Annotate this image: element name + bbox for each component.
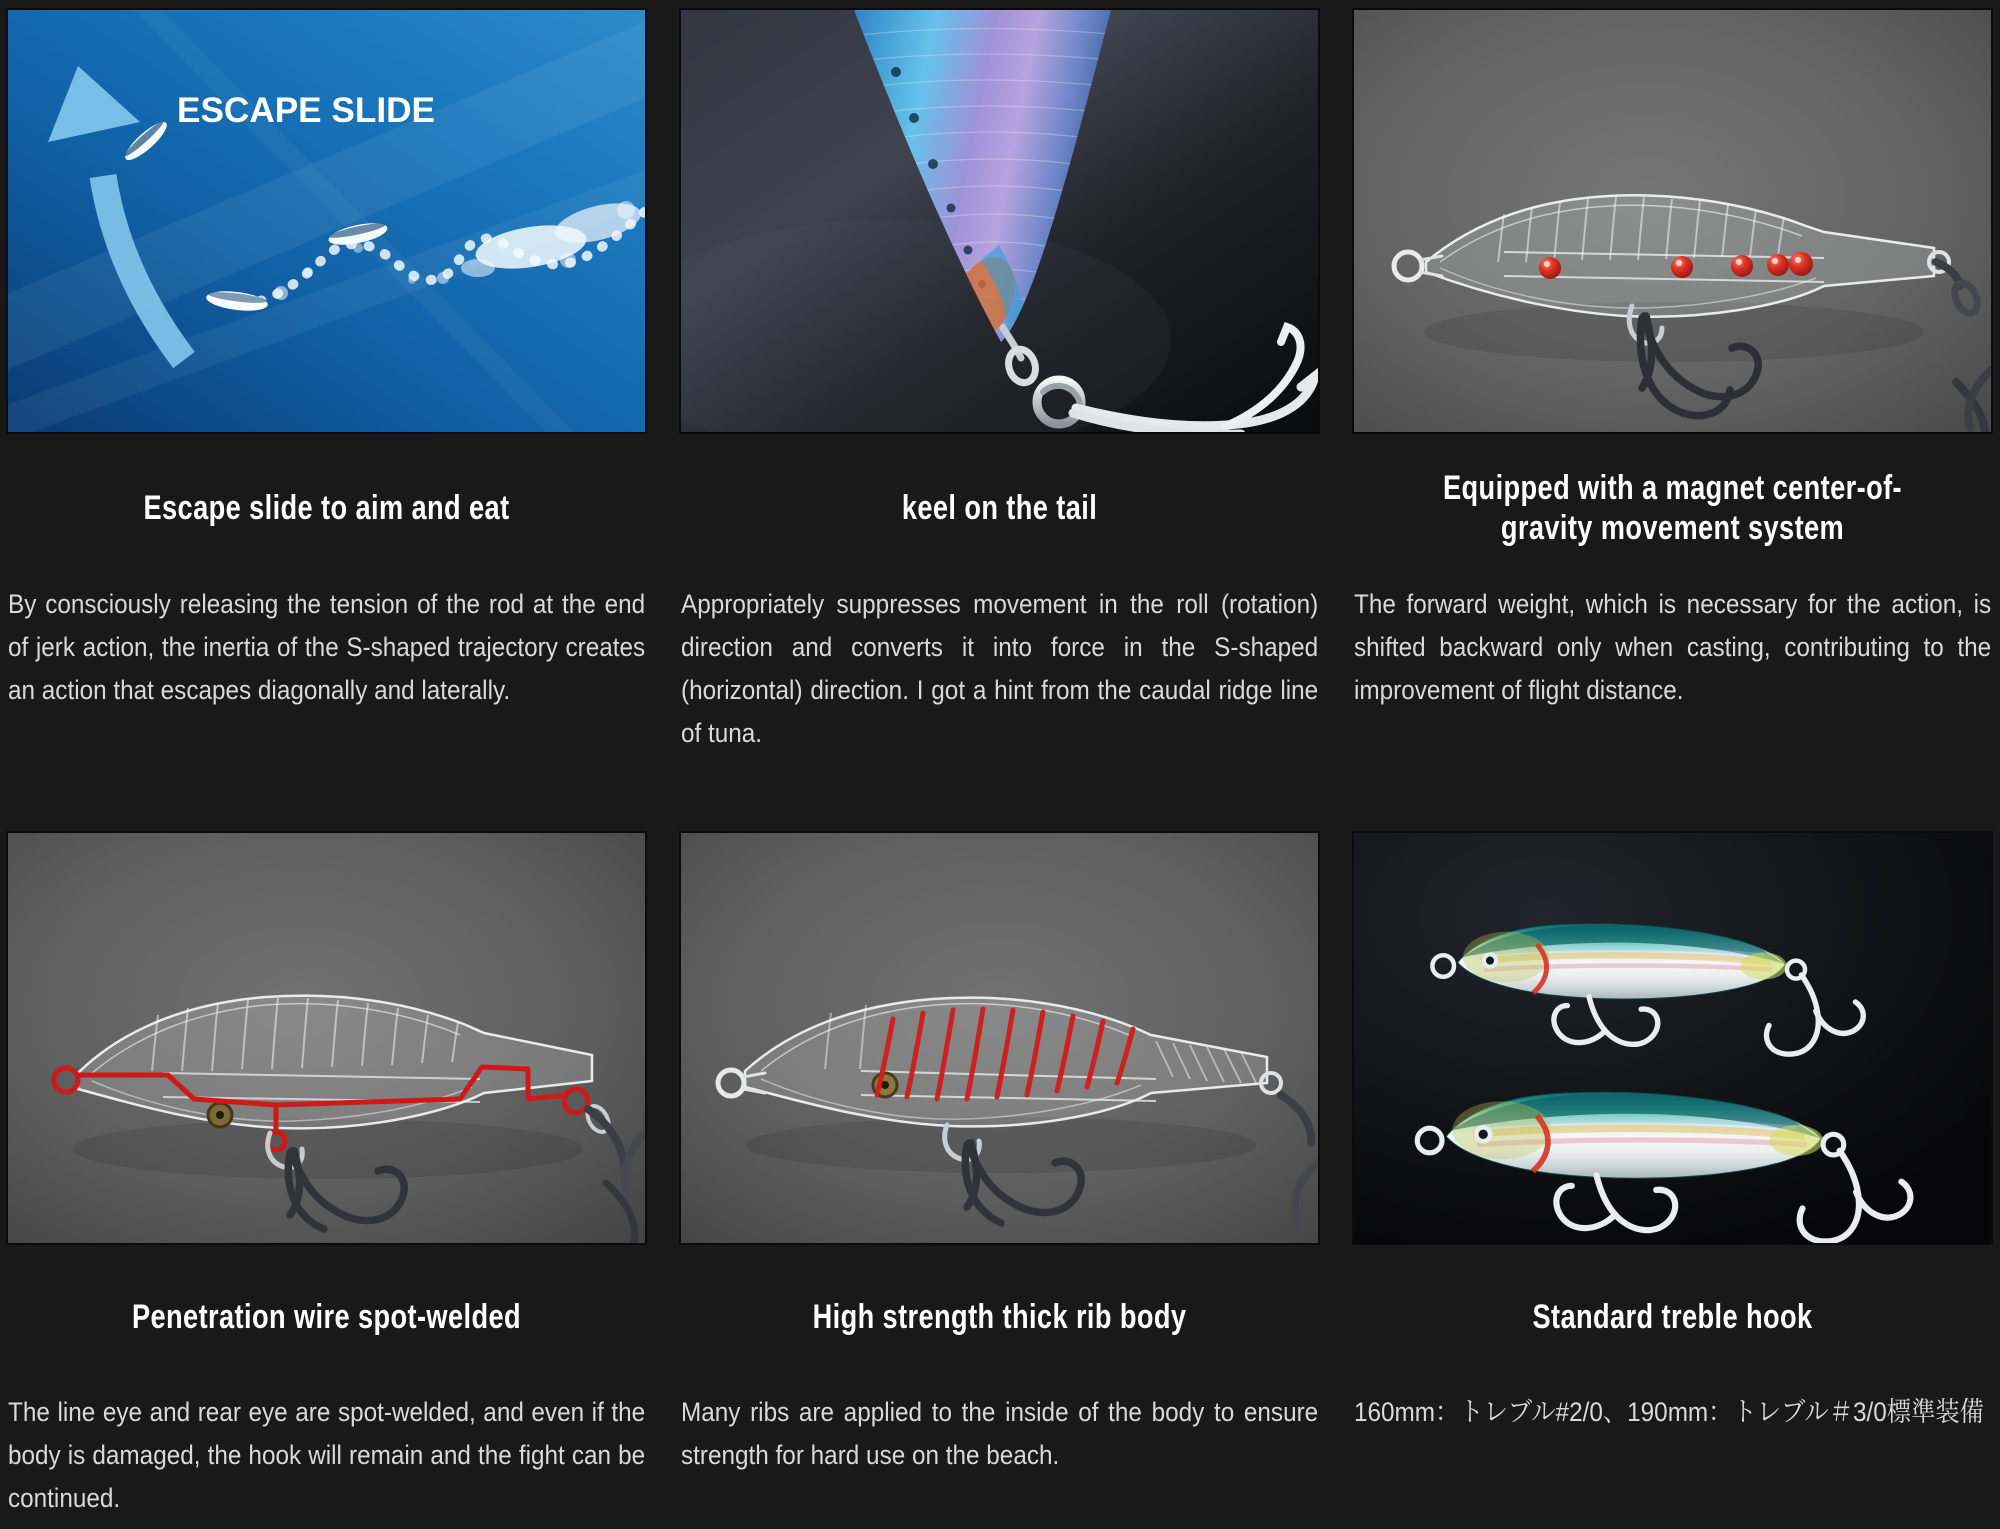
two-lures-image	[1354, 833, 1991, 1243]
card-body-text: Many ribs are applied to the inside of the body to ensure strength for hard use on the beach.	[681, 1397, 1319, 1470]
heading-wrap	[1354, 1243, 1991, 1391]
keel-tail-image	[681, 10, 1318, 432]
heading-wrap	[681, 1243, 1318, 1391]
penetration-wire-image	[8, 833, 645, 1243]
escape-slide-diagram	[8, 10, 645, 432]
heading-wrap	[1354, 432, 1991, 583]
card-heading: High strength thick rib body	[812, 1298, 1187, 1336]
penetration-wire-photo	[8, 833, 645, 1243]
card-keel-tail	[681, 10, 1318, 833]
card-escape-slide	[8, 10, 645, 833]
card-heading: keel on the tail	[901, 488, 1098, 527]
card-penetration-wire	[8, 833, 645, 1520]
rib-body-photo	[681, 833, 1318, 1243]
card-treble-hook	[1354, 833, 1991, 1520]
card-heading: Standard treble hook	[1532, 1298, 1813, 1336]
card-magnet-system	[1354, 10, 1991, 833]
magnet-system-photo	[1354, 10, 1991, 432]
heading-wrap	[681, 432, 1318, 583]
escape-slide-overlay-text: ESCAPE SLIDE	[177, 91, 435, 130]
rib-body-image	[681, 833, 1318, 1243]
card-body-text: By consciously releasing the tension of the rod at the end of jerk action, the inertia of the S-shaped trajectory creates an action that escapes diagonally and laterally.	[8, 589, 646, 705]
keel-tail-photo	[681, 10, 1318, 432]
escape-slide-photo	[8, 10, 645, 432]
card-body-text: The forward weight, which is necessary for the action, is shifted backward only when casting, contributing to the improvement of flight distance.	[1354, 589, 1992, 705]
magnet-lure-image	[1354, 10, 1991, 432]
card-heading: Equipped with a magnet center-of-gravity movement system	[1443, 468, 1902, 547]
heading-wrap	[8, 1243, 645, 1391]
card-rib-body	[681, 833, 1318, 1520]
card-body-text: 160mm：トレブル#2/0、190mm：トレブル＃3/0標準装備	[1354, 1397, 1984, 1427]
card-body-text: The line eye and rear eye are spot-welded, and even if the body is damaged, the hook will remain and the fight can be continued.	[8, 1397, 646, 1513]
card-heading: Penetration wire spot-welded	[131, 1298, 522, 1336]
heading-wrap	[8, 432, 645, 583]
card-body-text: Appropriately suppresses movement in the roll (rotation) direction and converts it into force in the S-shaped (horizontal) direction. I got a hint from the caudal ridge line of tuna.	[681, 589, 1319, 748]
card-heading: Escape slide to aim and eat	[143, 488, 510, 527]
treble-hook-photo	[1354, 833, 1991, 1243]
